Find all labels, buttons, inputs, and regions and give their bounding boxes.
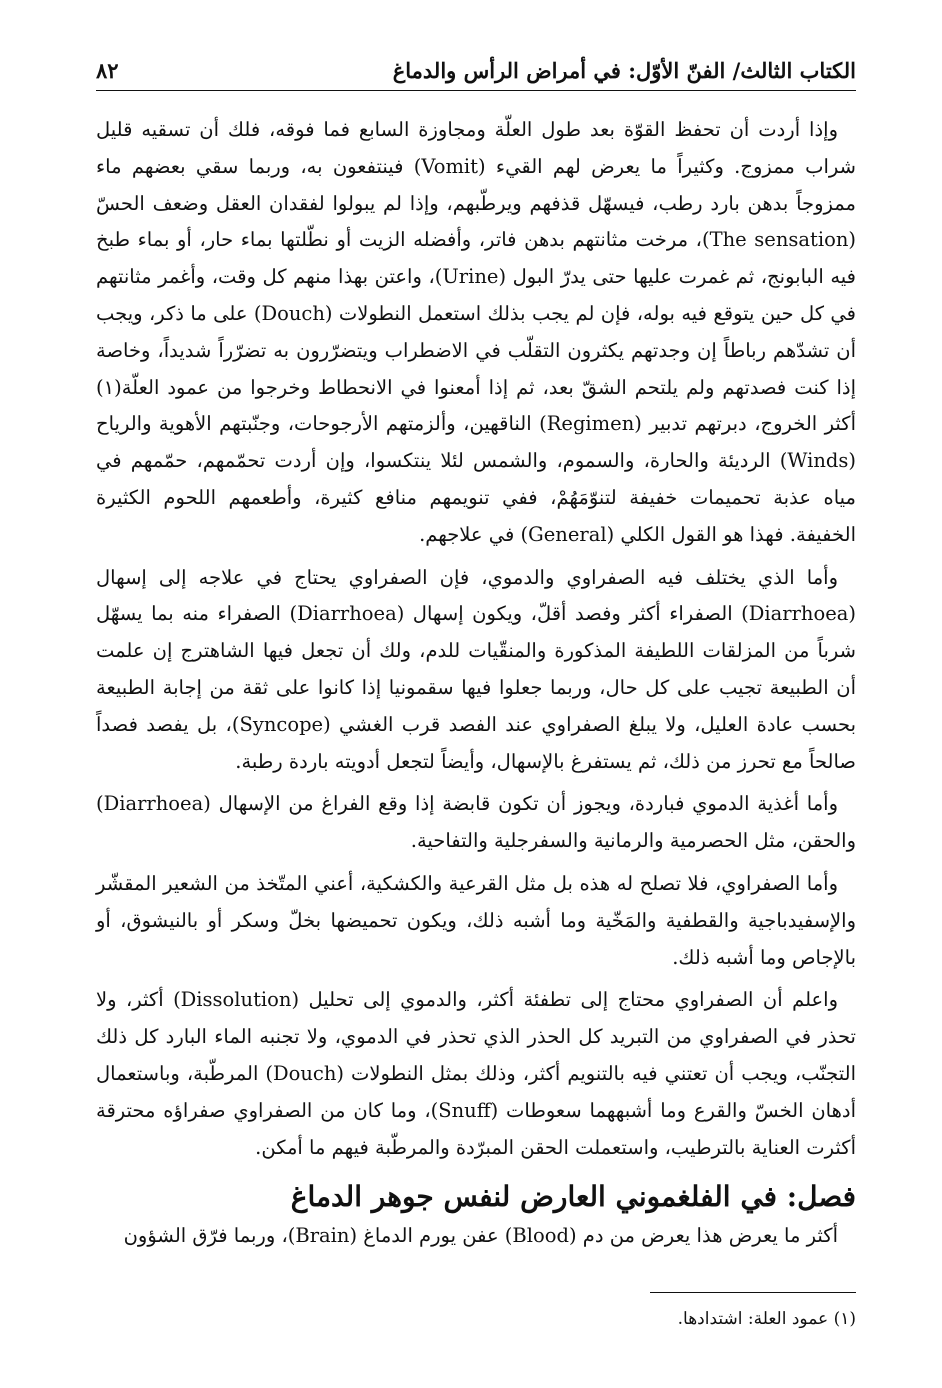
- section-heading: فصل: في الفلغموني العارض لنفس جوهر الدماغ: [290, 1180, 856, 1214]
- paragraph: وأما الذي يختلف فيه الصفراوي والدموي، فإن الصفراوي يحتاج في علاجه إلى إسهال (Diarrhoea) الصفراء أكثر وفصد أقلّ، ويكون إسهال (Diarrhoea) الصفراء منه بما يسهّل شرباً من المزلقات اللطيفة المذكورة والمنقّيات للدم، ولك أن تجعل فيها الشاهترج إن علمت أن الطبيعة تجيب على كل حال، وربما جعلوا فيها سقمونيا إذا كانوا على ثقة من إجابة الطبيعة بحسب عادة العليل، ولا يبلغ الصفراوي عند الفصد قرب الغشي (Syncope)، بل يفصد فصداً صالحاً مع تحرز من ذلك، ثم يستفرغ بالإسهال، وأيضاً لتجعل أدويته باردة رطبة.: [96, 565, 857, 773]
- footnote: (١) عمود العلة: اشتدادها.: [677, 1309, 856, 1329]
- paragraph: وإذا أردت أن تحفظ القوّة بعد طول العلّة ومجاوزة السابع فما فوقه، فلك أن تسقيه قليل شراب ممزوج. وكثيراً ما يعرض لهم القيء (Vomit) فينتفعون به، وربما سقي بعضهم ماء ممزوجاً بدهن بارد رطب، فيسهّل قذفهم ويرطّبهم، وإذا لم يبولوا لفقدان العقل وضعف الحسّ (The sensation)، مرخت مثانتهم بدهن فاتر، وأفضله الزيت أو نطّلتها بماء حار، أو بماء طبخ فيه البابونج، ثم غمرت عليها حتى يدرّ البول (Urine)، واعتن بهذا منهم كل وقت، وأغمر مثانتهم في كل حين يتوقع فيه بوله، فإن لم يجب بذلك استعمل النطولات (Douch) على ما ذكر، ويجب أن تشدّهم رباطاً إن وجدتهم يكثرون التقلّب في الاضطراب ويتضرّرون به تضرّراً شديداً، وخاصة إذا كنت فصدتهم ولم يلتحم الشقّ بعد، ثم إذا أمعنوا في الانحطاط وخرجوا من عمود العلّة(١) أكثر الخروج، دبرتهم تدبير (Regimen) الناقهين، وألزمتهم الأرجوحات، وجنّبتهم الأهوية والرياح (Winds) الرديئة والحارة، والسموم، والشمس لئلا ينتكسوا، وإن أردت تحمّمهم، حمّمهم في مياه عذبة تحميمات خفيفة لتنوّمَهُمْ، ففي تنويمهم منافع كثيرة، وأطعمهم اللحوم الكثيرة الخفيفة. فهذا هو القول الكلي (General) في علاجهم.: [96, 118, 857, 546]
- footnote-divider: [650, 1292, 856, 1293]
- main-text: [96, 112, 856, 1261]
- paragraph: وأما الصفراوي، فلا تصلح له هذه بل مثل القرعية والكشكية، أعني المتّخذ من الشعير المقشّر والإسفيدباجية والقطفية والمَخّية وما أشبه ذلك، ويكون تحميضها بخلّ وسكر أو بالنيشوق، أو بالإجاص وما أشبه ذلك.: [96, 871, 856, 969]
- running-title: الكتاب الثالث/ الفنّ الأوّل: في أمراض الرأس والدماغ: [392, 57, 856, 83]
- paragraph: وأما أغذية الدموي فباردة، ويجوز أن تكون قابضة إذا وقع الفراغ من الإسهال (Diarrhoea) والحقن، مثل الحصرمية والرمانية والسفرجلية والتفاحية.: [96, 792, 856, 853]
- running-header: [96, 50, 856, 91]
- paragraph: واعلم أن الصفراوي محتاج إلى تطفئة أكثر، والدموي إلى تحليل (Dissolution) أكثر، ولا تحذر في الصفراوي من التبريد كل الحذر الذي تحذر في الدموي، ولا تجنبه الماء البارد كل ذلك التجنّب، ويجب أن تعتني فيه بالتنويم أكثر، وذلك بمثل النطولات (Douch) المرطّبة، وباستعمال أدهان الخسّ والقرع وما أشبههما سعوطات (Snuff)، وما كان من الصفراوي صفراؤه محترقة أكثرت العناية بالترطيب، واستعملت الحقن المبرّدة والمرطّبة فيهم ما أمكن.: [96, 988, 856, 1159]
- page-number: ٨٢: [96, 57, 119, 83]
- paragraph: أكثر ما يعرض هذا يعرض من دم (Blood) عفن يورم الدماغ (Brain)، وربما فرّق الشؤون: [123, 1224, 838, 1248]
